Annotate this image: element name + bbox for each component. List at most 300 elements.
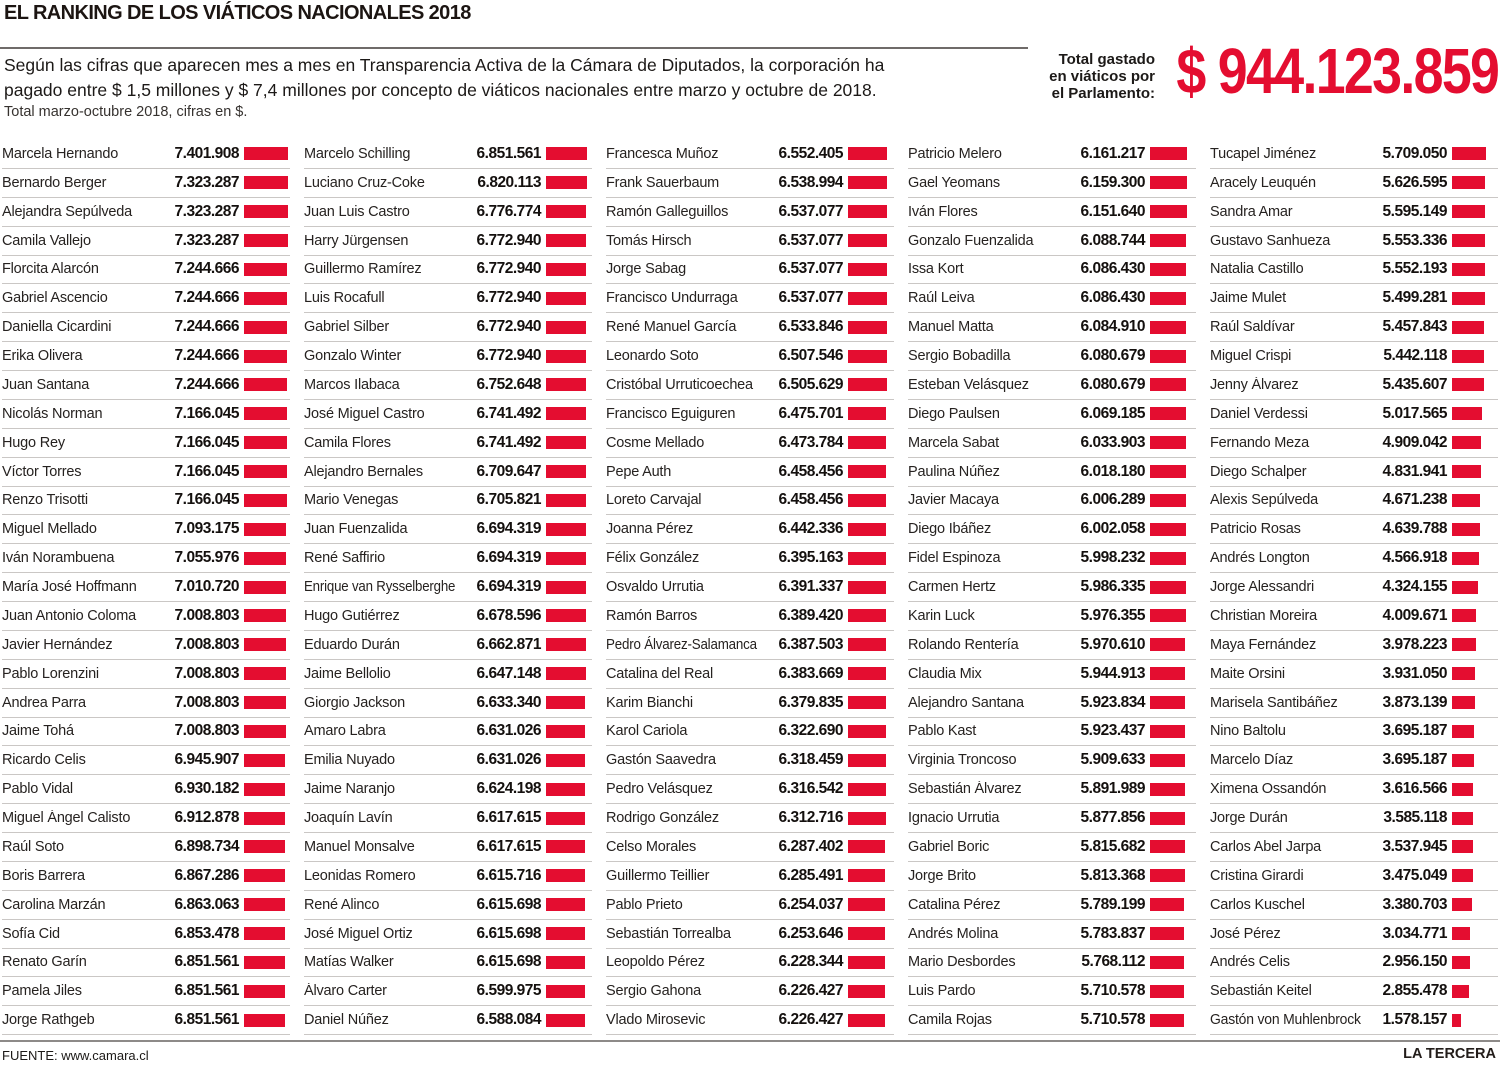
- amount-value: 6.615.698: [476, 953, 541, 971]
- amount-value: 6.851.561: [476, 144, 541, 162]
- ranking-row: [908, 284, 1196, 313]
- deputy-name: Francesca Muñoz: [606, 145, 719, 162]
- ranking-row: [606, 400, 894, 429]
- ranking-row: [908, 631, 1196, 660]
- ranking-row: [1210, 284, 1498, 313]
- amount-bar: [848, 436, 886, 449]
- amount-value: 3.475.049: [1382, 866, 1447, 884]
- deputy-name: Pepe Auth: [606, 463, 672, 480]
- amount-bar: [1452, 725, 1474, 738]
- ranking-row: [606, 631, 894, 660]
- ranking-row: [304, 602, 592, 631]
- amount-value: 6.709.647: [476, 462, 541, 480]
- deputy-name: Emilia Nuyado: [304, 752, 395, 769]
- amount-value: 7.093.175: [174, 520, 239, 538]
- bar-zone: [1452, 581, 1498, 594]
- bar-zone: [546, 783, 592, 796]
- bar-zone: [1150, 754, 1196, 767]
- ranking-row: [304, 746, 592, 775]
- ranking-row: [908, 573, 1196, 602]
- amount-bar: [244, 956, 285, 969]
- amount-value: 7.008.803: [174, 606, 239, 624]
- amount-value: 6.084.910: [1080, 318, 1145, 336]
- amount-bar: [848, 407, 886, 420]
- ranking-row: [2, 400, 290, 429]
- bar-zone: [546, 840, 592, 853]
- amount-bar: [848, 176, 887, 189]
- bar-zone: [244, 176, 290, 189]
- bar-zone: [546, 494, 592, 507]
- bar-zone: [1452, 147, 1498, 160]
- bar-zone: [546, 725, 592, 738]
- amount-bar: [546, 465, 586, 478]
- deputy-name: Andrés Longton: [1210, 550, 1310, 567]
- deputy-name: Leopoldo Pérez: [606, 954, 705, 971]
- amount-bar: [244, 552, 286, 565]
- bar-zone: [546, 754, 592, 767]
- bar-zone: [1150, 436, 1196, 449]
- deputy-name: Gabriel Silber: [304, 319, 390, 336]
- bar-zone: [1452, 552, 1498, 565]
- amount-value: 6.086.430: [1080, 289, 1145, 307]
- source-credit: FUENTE: www.camara.cl: [2, 1048, 149, 1063]
- amount-bar: [546, 147, 587, 160]
- ranking-row: [606, 977, 894, 1006]
- footer-rule: [0, 1040, 1500, 1042]
- amount-bar: [244, 350, 287, 363]
- ranking-row: [304, 458, 592, 487]
- amount-value: 4.639.788: [1382, 520, 1447, 538]
- amount-bar: [848, 783, 886, 796]
- amount-value: 5.998.232: [1080, 549, 1145, 567]
- bar-zone: [1150, 812, 1196, 825]
- amount-value: 6.080.679: [1080, 347, 1145, 365]
- amount-bar: [546, 292, 586, 305]
- deputy-name: Luciano Cruz-Coke: [304, 174, 425, 191]
- amount-bar: [244, 494, 287, 507]
- amount-value: 5.877.856: [1080, 809, 1145, 827]
- deputy-name: Jaime Tohá: [2, 723, 74, 740]
- amount-bar: [1452, 263, 1485, 276]
- ranking-row: [606, 1006, 894, 1035]
- amount-bar: [546, 985, 585, 998]
- bar-zone: [244, 985, 290, 998]
- amount-value: 3.931.050: [1382, 664, 1447, 682]
- amount-value: 7.323.287: [174, 202, 239, 220]
- ranking-row: [1210, 169, 1498, 198]
- amount-value: 7.166.045: [174, 462, 239, 480]
- amount-bar: [546, 494, 586, 507]
- bar-zone: [848, 783, 894, 796]
- period-note: Total marzo-octubre 2018, cifras en $.: [4, 104, 248, 120]
- amount-value: 7.323.287: [174, 173, 239, 191]
- deputy-name: Karin Luck: [908, 607, 975, 624]
- amount-bar: [546, 1014, 585, 1027]
- ranking-row: [2, 862, 290, 891]
- ranking-row: [908, 977, 1196, 1006]
- ranking-row: [1210, 689, 1498, 718]
- bar-zone: [546, 956, 592, 969]
- amount-bar: [244, 176, 288, 189]
- bar-zone: [244, 292, 290, 305]
- deputy-name: Marcelo Schilling: [304, 145, 411, 162]
- deputy-name: Aracely Leuquén: [1210, 174, 1316, 191]
- intro-line-2: pagado entre $ 1,5 millones y $ 7,4 millones por concepto de viáticos nacionales entre marzo y octubre de 2018.: [4, 80, 877, 100]
- bar-zone: [546, 263, 592, 276]
- amount-value: 3.380.703: [1382, 895, 1447, 913]
- bar-zone: [1452, 436, 1498, 449]
- bar-zone: [848, 234, 894, 247]
- ranking-row: [304, 631, 592, 660]
- ranking-row: [908, 371, 1196, 400]
- ranking-row: [2, 313, 290, 342]
- ranking-row: [1210, 140, 1498, 169]
- amount-bar: [244, 234, 288, 247]
- deputy-name: Natalia Castillo: [1210, 261, 1304, 278]
- amount-value: 4.909.042: [1382, 433, 1447, 451]
- deputy-name: Gustavo Sanhueza: [1210, 232, 1331, 249]
- bar-zone: [244, 523, 290, 536]
- ranking-row: [2, 487, 290, 516]
- deputy-name: Amaro Labra: [304, 723, 386, 740]
- deputy-name: Jorge Sabag: [606, 261, 687, 278]
- amount-bar: [244, 783, 285, 796]
- amount-bar: [546, 436, 586, 449]
- ranking-row: [908, 198, 1196, 227]
- bar-zone: [546, 523, 592, 536]
- amount-bar: [1452, 350, 1484, 363]
- deputy-name: Maya Fernández: [1210, 636, 1317, 653]
- amount-bar: [848, 147, 887, 160]
- deputy-name: Carolina Marzán: [2, 896, 106, 913]
- deputy-name: Luis Rocafull: [304, 290, 385, 307]
- bar-zone: [1150, 1014, 1196, 1027]
- amount-bar: [848, 956, 885, 969]
- amount-bar: [848, 667, 886, 680]
- deputy-name: Issa Kort: [908, 261, 964, 278]
- amount-value: 6.285.491: [778, 866, 843, 884]
- ranking-row: [2, 689, 290, 718]
- amount-value: 6.741.492: [476, 404, 541, 422]
- bar-zone: [546, 638, 592, 651]
- amount-bar: [546, 869, 585, 882]
- amount-bar: [1452, 523, 1480, 536]
- ranking-row: [606, 198, 894, 227]
- ranking-row: [2, 140, 290, 169]
- deputy-name: Guillermo Ramírez: [304, 261, 422, 278]
- total-label-line-2: en viáticos por: [1049, 68, 1155, 85]
- bar-zone: [244, 1014, 290, 1027]
- ranking-column: [304, 140, 592, 1035]
- ranking-row: [908, 256, 1196, 285]
- amount-value: 5.595.149: [1382, 202, 1447, 220]
- amount-value: 6.080.679: [1080, 375, 1145, 393]
- ranking-row: [1210, 833, 1498, 862]
- brand-logo: LA TERCERA: [1403, 1046, 1496, 1062]
- bar-zone: [244, 465, 290, 478]
- ranking-row: [606, 313, 894, 342]
- amount-bar: [1452, 927, 1470, 940]
- deputy-name: Pedro Álvarez-Salamanca: [606, 636, 757, 653]
- ranking-row: [606, 689, 894, 718]
- ranking-row: [1210, 458, 1498, 487]
- deputy-name: Andrea Parra: [2, 694, 86, 711]
- amount-value: 5.710.578: [1080, 982, 1145, 1000]
- amount-bar: [546, 696, 585, 709]
- ranking-row: [2, 371, 290, 400]
- amount-bar: [546, 667, 586, 680]
- bar-zone: [848, 552, 894, 565]
- amount-bar: [848, 581, 886, 594]
- amount-bar: [244, 985, 285, 998]
- amount-value: 3.585.118: [1383, 809, 1447, 827]
- ranking-row: [606, 256, 894, 285]
- amount-bar: [546, 927, 585, 940]
- ranking-row: [908, 718, 1196, 747]
- amount-bar: [1150, 205, 1187, 218]
- amount-bar: [244, 321, 287, 334]
- amount-value: 6.772.940: [476, 231, 541, 249]
- amount-bar: [848, 205, 887, 218]
- ranking-row: [908, 458, 1196, 487]
- ranking-row: [606, 371, 894, 400]
- amount-bar: [1150, 436, 1186, 449]
- bar-zone: [1452, 465, 1498, 478]
- amount-bar: [244, 205, 288, 218]
- amount-bar: [848, 292, 887, 305]
- amount-bar: [244, 436, 287, 449]
- amount-value: 6.853.478: [174, 924, 239, 942]
- amount-bar: [1150, 350, 1186, 363]
- amount-value: 6.851.561: [174, 982, 239, 1000]
- amount-value: 7.008.803: [174, 693, 239, 711]
- deputy-name: Jorge Durán: [1210, 810, 1288, 827]
- amount-value: 7.244.666: [174, 347, 239, 365]
- amount-bar: [1150, 840, 1185, 853]
- amount-bar: [244, 147, 288, 160]
- bar-zone: [848, 494, 894, 507]
- deputy-name: Miguel Crispi: [1210, 348, 1292, 365]
- bar-zone: [848, 609, 894, 622]
- bar-zone: [848, 176, 894, 189]
- deputy-name: Patricio Rosas: [1210, 521, 1301, 538]
- amount-value: 3.695.187: [1382, 751, 1447, 769]
- ranking-row: [304, 660, 592, 689]
- amount-bar: [244, 523, 286, 536]
- deputy-name: Harry Jürgensen: [304, 232, 409, 249]
- amount-value: 6.912.878: [174, 809, 239, 827]
- ranking-row: [2, 833, 290, 862]
- deputy-name: Joanna Pérez: [606, 521, 694, 538]
- amount-value: 6.226.427: [778, 982, 843, 1000]
- amount-value: 7.010.720: [174, 578, 239, 596]
- bar-zone: [848, 350, 894, 363]
- ranking-row: [304, 1006, 592, 1035]
- bar-zone: [546, 985, 592, 998]
- deputy-name: Andrés Molina: [908, 925, 999, 942]
- amount-value: 5.923.834: [1080, 693, 1145, 711]
- ranking-row: [908, 660, 1196, 689]
- amount-bar: [1150, 1014, 1184, 1027]
- ranking-row: [304, 342, 592, 371]
- deputy-name: Hugo Gutiérrez: [304, 607, 400, 624]
- bar-zone: [244, 350, 290, 363]
- deputy-name: Patricio Melero: [908, 145, 1002, 162]
- amount-bar: [1150, 667, 1185, 680]
- bar-zone: [546, 321, 592, 334]
- amount-value: 5.709.050: [1382, 144, 1447, 162]
- ranking-row: [908, 169, 1196, 198]
- amount-value: 6.387.503: [778, 635, 843, 653]
- amount-value: 5.813.368: [1080, 866, 1145, 884]
- ranking-row: [606, 602, 894, 631]
- amount-value: 2.956.150: [1382, 953, 1447, 971]
- amount-value: 6.772.940: [476, 260, 541, 278]
- bar-zone: [848, 667, 894, 680]
- amount-bar: [848, 494, 886, 507]
- ranking-row: [2, 949, 290, 978]
- amount-bar: [848, 465, 886, 478]
- amount-value: 7.323.287: [174, 231, 239, 249]
- deputy-name: Cosme Mellado: [606, 434, 705, 451]
- ranking-column: [606, 140, 894, 1035]
- deputy-name: Daniel Núñez: [304, 1012, 389, 1029]
- amount-bar: [1452, 436, 1481, 449]
- amount-bar: [848, 927, 885, 940]
- ranking-row: [304, 371, 592, 400]
- deputy-name: Karol Cariola: [606, 723, 688, 740]
- amount-value: 6.772.940: [476, 318, 541, 336]
- amount-bar: [1150, 927, 1184, 940]
- amount-bar: [848, 350, 887, 363]
- bar-zone: [1150, 667, 1196, 680]
- bar-zone: [1150, 609, 1196, 622]
- intro-text: [4, 53, 884, 103]
- amount-value: 6.631.026: [476, 751, 541, 769]
- amount-bar: [1452, 147, 1486, 160]
- deputy-name: Alexis Sepúlveda: [1210, 492, 1319, 509]
- bar-zone: [244, 783, 290, 796]
- amount-value: 6.159.300: [1080, 173, 1145, 191]
- bar-zone: [1150, 581, 1196, 594]
- deputy-name: Tomás Hirsch: [606, 232, 692, 249]
- amount-bar: [848, 552, 886, 565]
- ranking-row: [606, 891, 894, 920]
- amount-bar: [244, 1014, 285, 1027]
- amount-value: 7.055.976: [174, 549, 239, 567]
- amount-bar: [546, 783, 585, 796]
- deputy-name: Daniel Verdessi: [1210, 405, 1308, 422]
- deputy-name: Marcos Ilabaca: [304, 376, 400, 393]
- deputy-name: Pablo Lorenzini: [2, 665, 99, 682]
- amount-bar: [1150, 494, 1186, 507]
- amount-value: 5.909.633: [1080, 751, 1145, 769]
- bar-zone: [1452, 638, 1498, 651]
- deputy-name: Diego Schalper: [1210, 463, 1307, 480]
- amount-value: 6.379.835: [778, 693, 843, 711]
- amount-bar: [848, 321, 887, 334]
- bar-zone: [244, 581, 290, 594]
- amount-value: 5.499.281: [1382, 289, 1447, 307]
- amount-value: 6.867.286: [174, 866, 239, 884]
- ranking-row: [2, 1006, 290, 1035]
- ranking-row: [908, 400, 1196, 429]
- deputy-name: Juan Antonio Coloma: [2, 607, 137, 624]
- ranking-row: [606, 833, 894, 862]
- amount-value: 6.389.420: [778, 606, 843, 624]
- deputy-name: Camila Rojas: [908, 1012, 992, 1029]
- ranking-row: [908, 775, 1196, 804]
- ranking-row: [1210, 602, 1498, 631]
- amount-value: 6.898.734: [174, 837, 239, 855]
- bar-zone: [546, 869, 592, 882]
- amount-bar: [1452, 898, 1472, 911]
- amount-value: 3.873.139: [1382, 693, 1447, 711]
- amount-bar: [1150, 956, 1184, 969]
- amount-value: 6.458.456: [778, 491, 843, 509]
- ranking-row: [304, 689, 592, 718]
- deputy-name: Iván Norambuena: [2, 550, 115, 567]
- ranking-row: [1210, 746, 1498, 775]
- amount-value: 6.018.180: [1080, 462, 1145, 480]
- bar-zone: [1452, 812, 1498, 825]
- amount-bar: [1150, 176, 1187, 189]
- amount-value: 6.752.648: [476, 375, 541, 393]
- deputy-name: Bernardo Berger: [2, 174, 107, 191]
- deputy-name: José Miguel Castro: [304, 405, 425, 422]
- amount-value: 6.633.340: [476, 693, 541, 711]
- ranking-row: [2, 256, 290, 285]
- bar-zone: [244, 754, 290, 767]
- bar-zone: [848, 725, 894, 738]
- amount-value: 4.566.918: [1382, 549, 1447, 567]
- deputy-name: Félix González: [606, 550, 700, 567]
- ranking-row: [304, 862, 592, 891]
- amount-value: 7.166.045: [174, 433, 239, 451]
- amount-bar: [1452, 407, 1482, 420]
- bar-zone: [1452, 725, 1498, 738]
- amount-bar: [848, 869, 885, 882]
- amount-value: 6.945.907: [174, 751, 239, 769]
- header-rule: [0, 47, 1028, 49]
- amount-value: 6.442.336: [778, 520, 843, 538]
- ranking-row: [908, 689, 1196, 718]
- amount-bar: [1150, 263, 1186, 276]
- bar-zone: [1150, 205, 1196, 218]
- bar-zone: [1150, 840, 1196, 853]
- bar-zone: [244, 812, 290, 825]
- amount-bar: [1452, 234, 1485, 247]
- ranking-row: [908, 949, 1196, 978]
- bar-zone: [848, 581, 894, 594]
- deputy-name: Daniella Cicardini: [2, 319, 112, 336]
- ranking-row: [908, 227, 1196, 256]
- bar-zone: [244, 869, 290, 882]
- amount-bar: [1150, 147, 1187, 160]
- deputy-name: Diego Ibáñez: [908, 521, 992, 538]
- amount-bar: [244, 581, 286, 594]
- amount-value: 6.851.561: [174, 953, 239, 971]
- ranking-row: [908, 429, 1196, 458]
- amount-value: 4.324.155: [1382, 578, 1447, 596]
- bar-zone: [244, 696, 290, 709]
- ranking-row: [304, 775, 592, 804]
- bar-zone: [1150, 898, 1196, 911]
- bar-zone: [546, 176, 592, 189]
- ranking-row: [2, 458, 290, 487]
- deputy-name: Carlos Abel Jarpa: [1210, 838, 1322, 855]
- amount-bar: [1452, 1014, 1461, 1027]
